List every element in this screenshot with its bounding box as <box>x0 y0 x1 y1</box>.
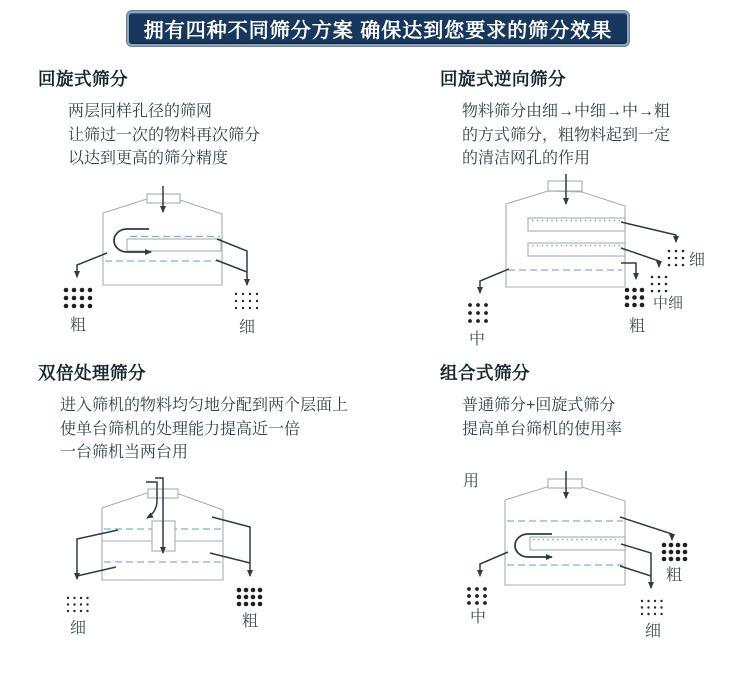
desc-line: 以达到更高的筛分精度 <box>68 150 229 167</box>
desc-line: 物料筛分由细→中细→中→粗 <box>462 103 671 120</box>
medium-fine-dots-icon <box>651 276 668 293</box>
medium-dots-icon <box>467 587 487 605</box>
output-label-fine: 细 <box>69 620 87 637</box>
machine-diagram-double <box>67 478 263 637</box>
desc-line: 的清洁网孔的作用 <box>462 150 591 167</box>
desc-line: 两层同样孔径的筛网 <box>68 103 213 120</box>
coarse-dots-icon <box>237 588 263 607</box>
section-title-double: 双倍处理筛分 <box>38 363 146 383</box>
fine-dots-icon <box>641 600 663 615</box>
fine-outlet-arrow-icon <box>621 222 676 242</box>
machine-body <box>505 487 625 585</box>
desc-line: 的方式筛分，粗物料起到一定 <box>462 126 671 144</box>
banner-title: 拥有四种不同筛分方案 确保达到您要求的筛分效果 <box>143 20 613 42</box>
desc-line: 进入筛机的物料均匀地分配到两个层面上 <box>60 397 349 414</box>
output-label-fine: 细 <box>688 252 706 269</box>
output-label-medium: 中 <box>469 609 487 626</box>
output-label-medium: 中 <box>468 331 486 348</box>
coarse-dots-icon <box>64 288 93 309</box>
stray-label: 用 <box>462 473 480 490</box>
coarse-dots-icon <box>625 288 645 308</box>
medium-outlet-arrow-icon <box>480 269 509 293</box>
medium-dots-icon <box>468 303 488 323</box>
desc-line: 提高单台筛机的使用率 <box>462 420 623 438</box>
output-label-medium-fine: 中细 <box>652 295 684 312</box>
inlet <box>548 479 582 488</box>
coarse-dots-icon <box>662 543 688 562</box>
section-title-rotary-reverse: 回旋式逆向筛分 <box>440 69 566 89</box>
section-title-rotary: 回旋式筛分 <box>38 69 128 89</box>
output-label-coarse: 粗 <box>69 317 87 334</box>
fine-dots-icon <box>67 597 89 612</box>
desc-line: 一台筛机当两台用 <box>60 444 189 461</box>
output-label-coarse: 粗 <box>241 613 259 630</box>
desc-line: 让筛过一次的物料再次筛分 <box>68 126 261 144</box>
machine-diagram-rotary <box>64 186 259 336</box>
coarse-outlet-arrow-icon <box>620 517 672 540</box>
desc-line: 使单台筛机的处理能力提高近一倍 <box>60 420 301 438</box>
section-title-combined: 组合式筛分 <box>440 363 530 383</box>
output-label-coarse: 粗 <box>628 318 646 335</box>
machine-diagram-rotary-reverse <box>468 174 705 348</box>
output-label-fine: 细 <box>644 623 662 640</box>
inlet <box>548 181 582 191</box>
desc-line: 普通筛分+回旋式筛分 <box>462 397 616 414</box>
machine-diagram-combined <box>463 471 687 640</box>
output-label-fine: 细 <box>238 319 256 336</box>
medium-outlet-arrow-icon <box>480 552 508 576</box>
fine-dots-icon <box>235 293 258 309</box>
medium-fine-outlet-arrow-icon <box>621 248 659 267</box>
machine-body <box>506 191 625 287</box>
output-label-coarse: 粗 <box>665 567 683 584</box>
fine-dots-icon <box>668 250 685 267</box>
